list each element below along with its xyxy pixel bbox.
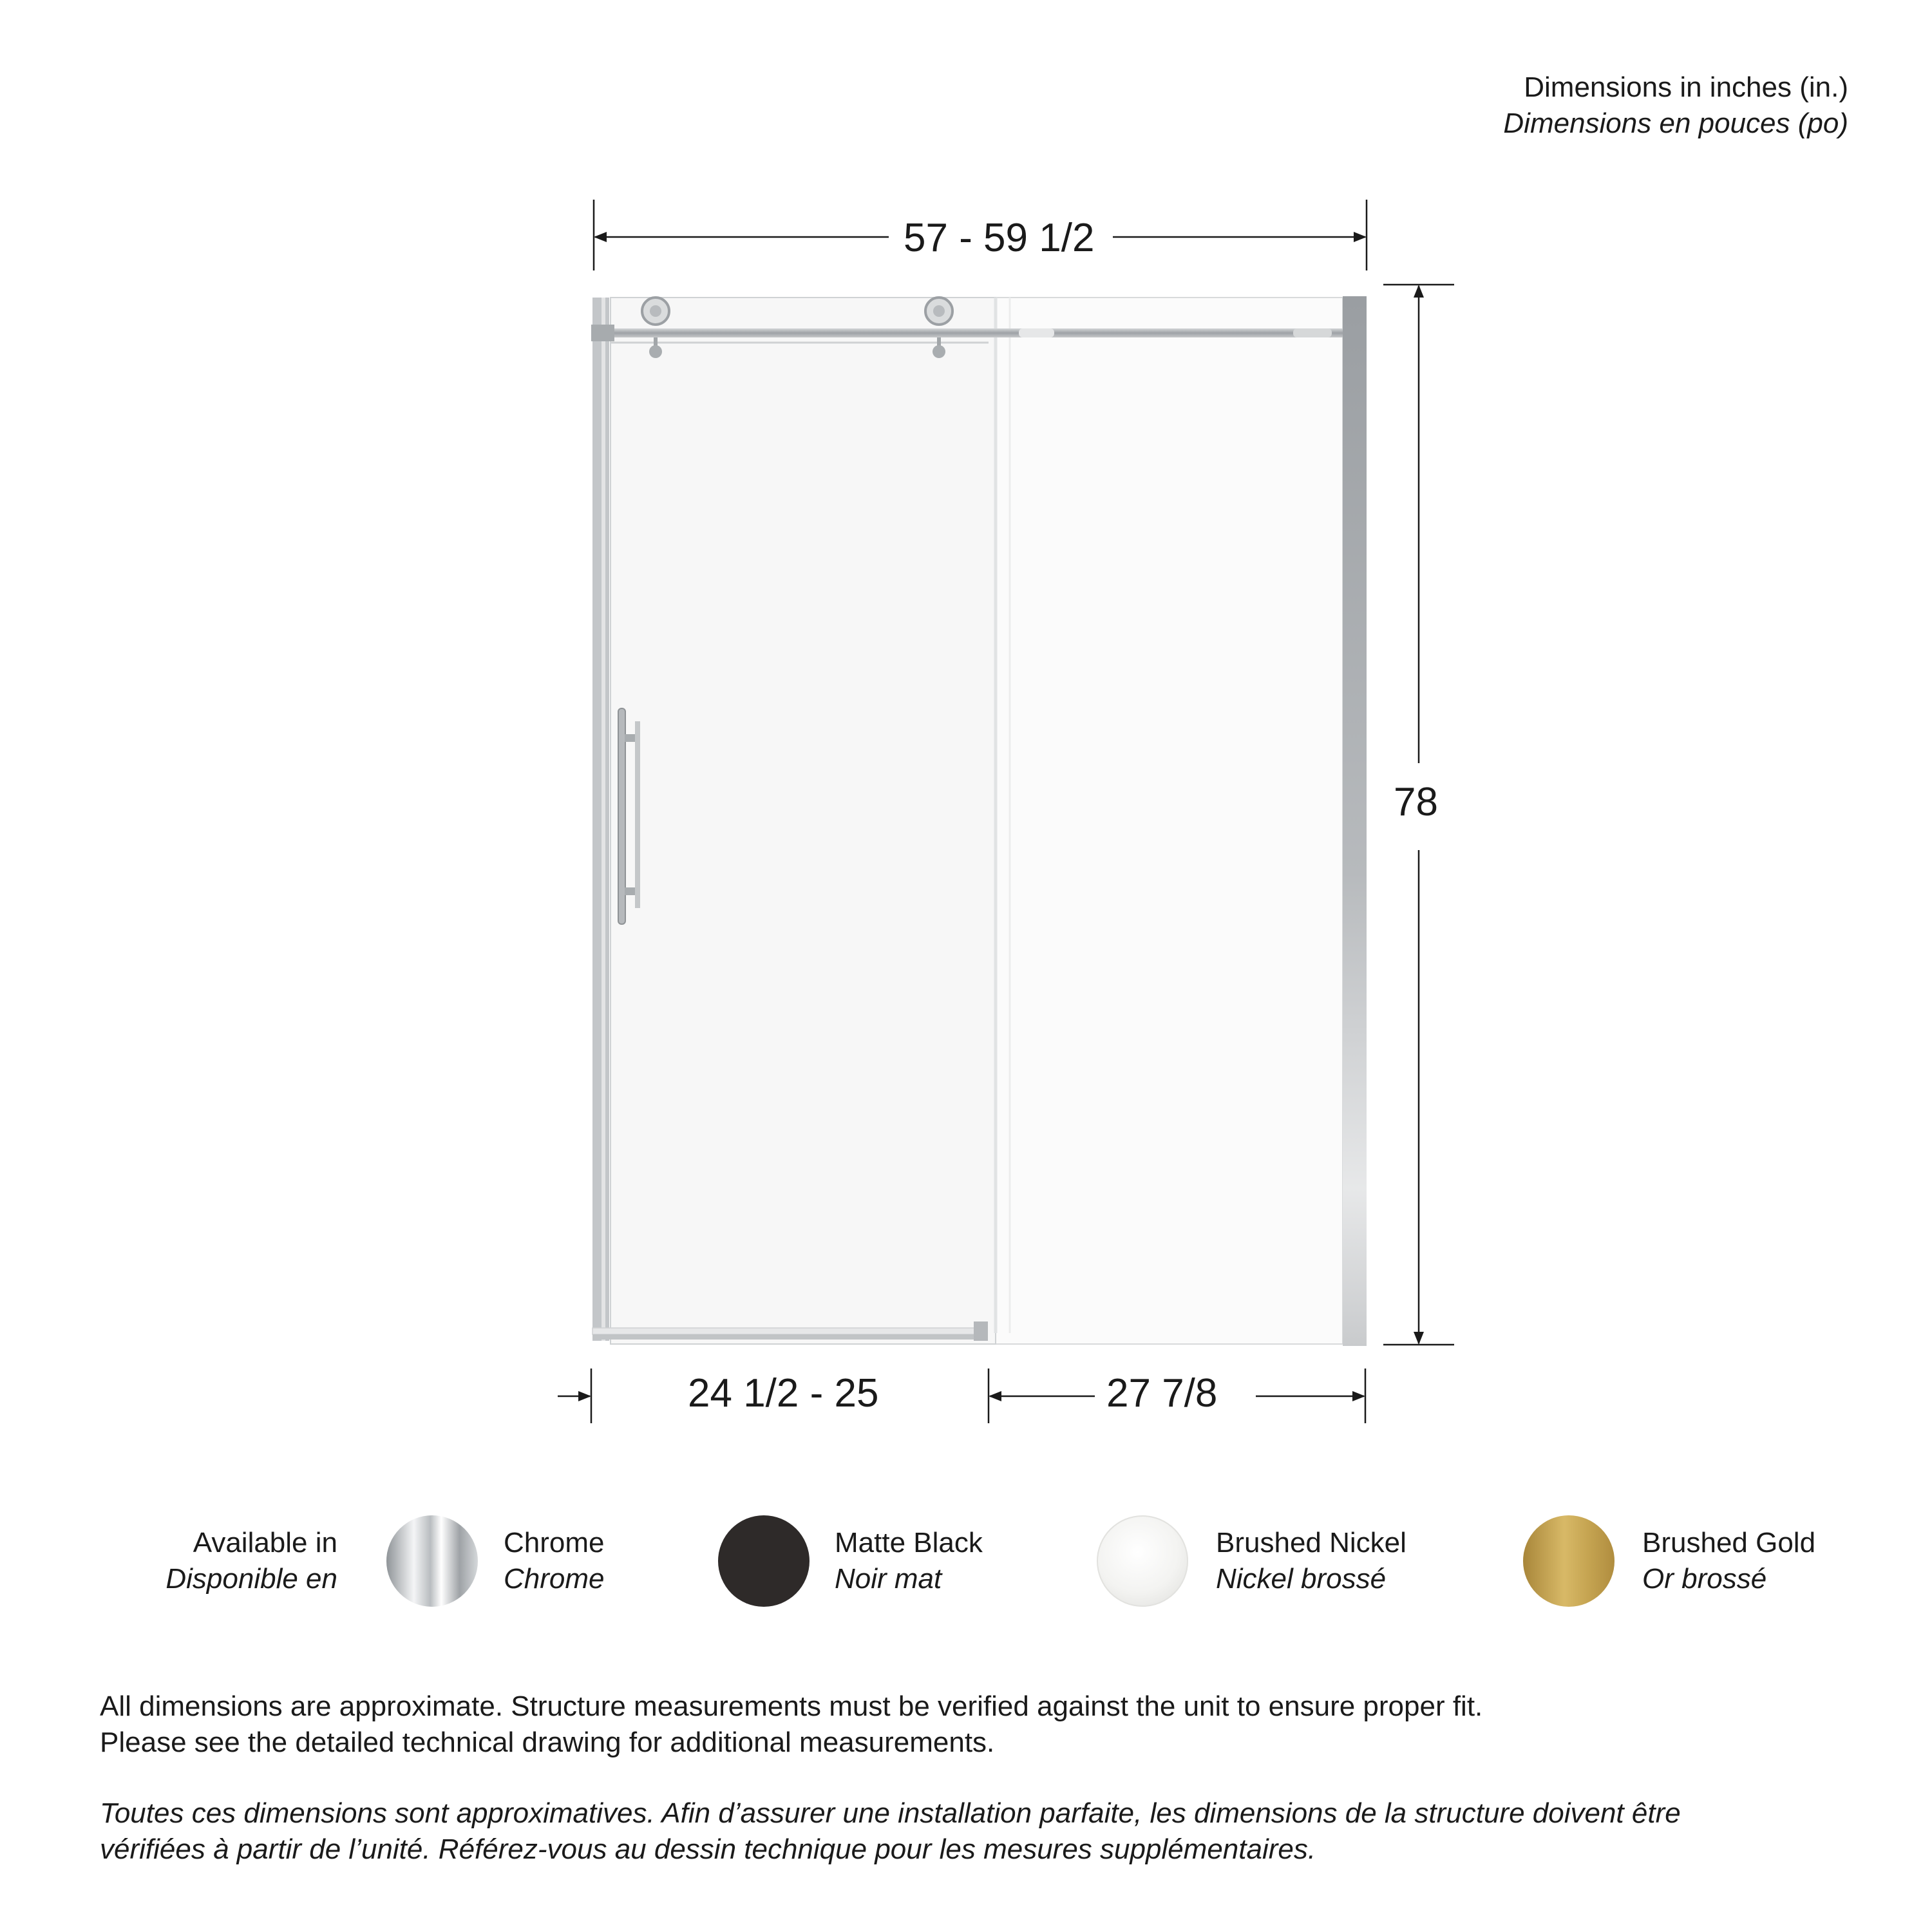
header-rail [591,328,1343,337]
fixed-panel-label: 27 7/8 [1106,1371,1218,1416]
finish-brushed-gold-en: Brushed Gold [1642,1527,1816,1558]
door-opening-label: 24 1/2 - 25 [688,1371,879,1416]
swatch-chrome [386,1515,478,1607]
wall-post-right [1343,296,1367,1346]
bottom-guide [592,1328,987,1334]
finish-brushed-gold [1642,1525,1815,1597]
wall-jamb-highlight [601,298,605,1341]
bottom-dimensions [558,1368,1365,1423]
finish-chrome-en: Chrome [504,1527,605,1558]
finish-matte-black [835,1525,983,1597]
overall-width-label: 57 - 59 1/2 [898,218,1099,258]
rail-bracket-left [591,325,614,341]
fixed-glass-panel [989,298,1343,1344]
finish-brushed-nickel-en: Brushed Nickel [1216,1527,1406,1558]
sliding-door-glass [611,298,996,1344]
finish-matte-black-en: Matte Black [835,1527,983,1558]
available-in-en: Available in [193,1527,337,1558]
units-note-fr: Dimensions en pouces (po) [1503,108,1848,139]
finish-chrome [504,1525,605,1597]
available-in-fr: Disponible en [166,1563,337,1595]
available-in-label [103,1525,337,1597]
shower-door [591,296,1367,1346]
finish-chrome-fr: Chrome [504,1563,605,1595]
door-stopper-left [1019,328,1054,337]
finish-matte-black-fr: Noir mat [835,1563,942,1595]
door-stopper-right [1293,328,1332,337]
wall-jamb-left [592,298,609,1341]
disclaimer-notes [100,1689,1839,1902]
finish-brushed-nickel [1216,1525,1406,1597]
swatch-brushed-nickel [1097,1515,1188,1607]
swatch-matte-black [718,1515,810,1607]
door-bottom-seal [592,1334,979,1340]
units-note-en: Dimensions in inches (in.) [1524,71,1848,103]
disclaimer-en [100,1689,1839,1761]
swatch-brushed-gold [1523,1515,1615,1607]
disclaimer-fr [100,1795,1839,1868]
disclaimer-en-line2: Please see the detailed technical drawing for additional measurements. [100,1727,995,1758]
floor-guide [974,1321,988,1341]
disclaimer-fr-line2: vérifiées à partir de l’unité. Référez-vous au dessin technique pour les mesures supplémentaires. [100,1833,1316,1865]
disclaimer-fr-line1: Toutes ces dimensions sont approximatives. Afin d’assurer une installation parfaite, les dimensions de la structure doivent être [100,1797,1681,1829]
height-label: 78 [1391,782,1441,822]
finish-brushed-gold-fr: Or brossé [1642,1563,1767,1595]
disclaimer-en-line1: All dimensions are approximate. Structure measurements must be verified against the unit to ensure proper fit. [100,1690,1483,1722]
finish-brushed-nickel-fr: Nickel brossé [1216,1563,1387,1595]
